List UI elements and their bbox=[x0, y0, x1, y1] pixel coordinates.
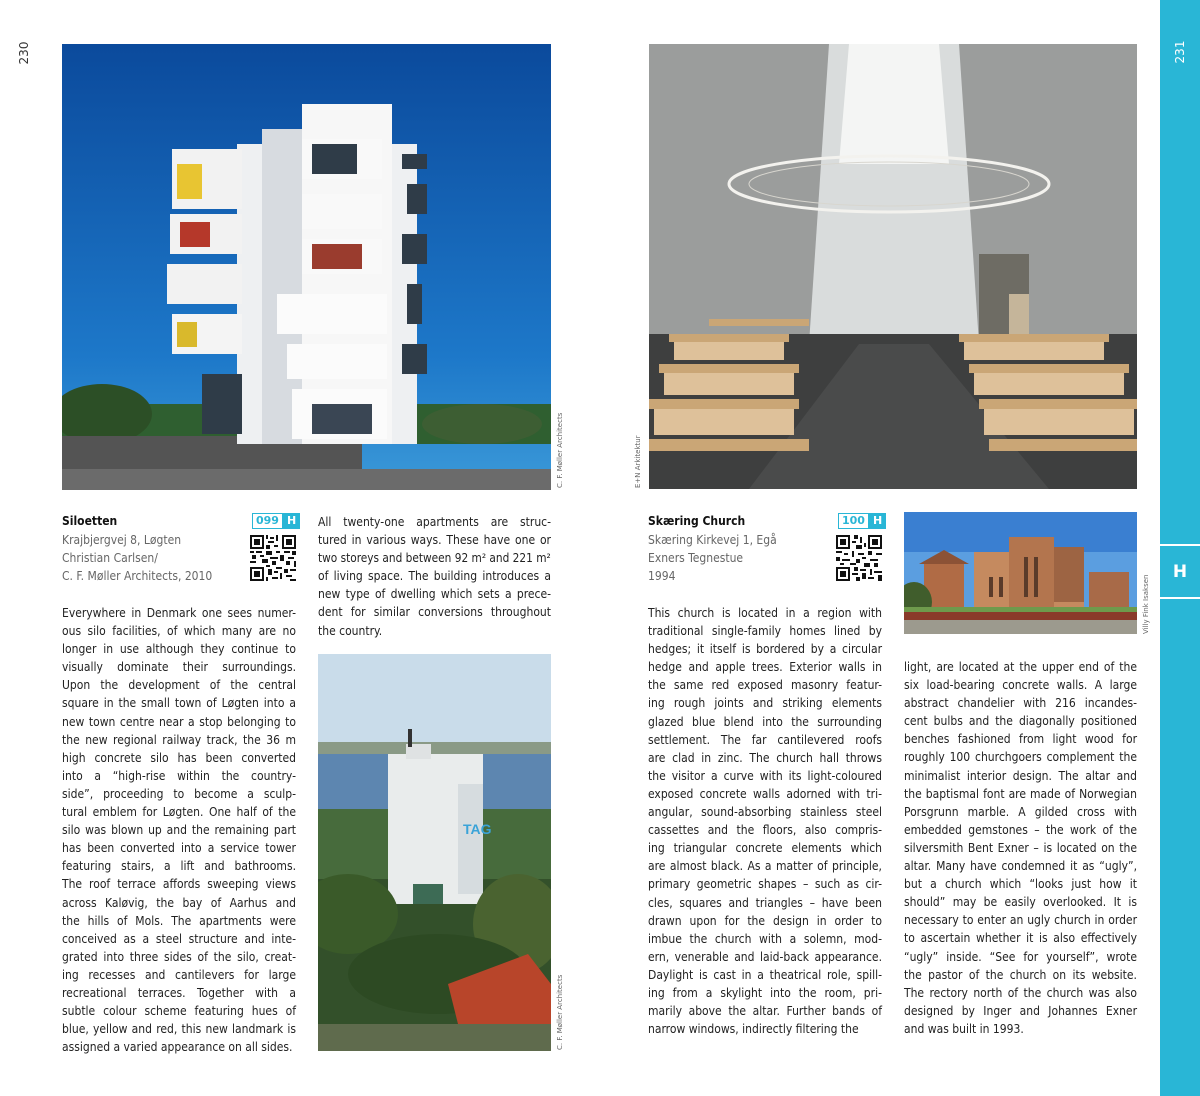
body-text-line: traditional single-family homes lined by bbox=[648, 624, 882, 639]
body-text-line: abstract chandelier with 216 incandes- bbox=[904, 696, 1137, 711]
body-text-line: necessary to enter an ugly church in order bbox=[904, 913, 1137, 928]
photo-credit-main: C. F. Møller Architects bbox=[556, 412, 564, 488]
body-text-line: cent bulbs and the diagonally positioned bbox=[904, 714, 1137, 729]
badge-letter: H bbox=[283, 513, 300, 529]
page-number-right: 231 bbox=[1173, 40, 1187, 64]
body-text-line: new type of dwelling which sets a prece- bbox=[318, 587, 551, 602]
entry-address: Krajbjergvej 8, Løgten bbox=[62, 533, 182, 547]
body-text-line: The roof terrace affords sweeping views bbox=[62, 877, 296, 892]
body-text-line: but a church which “looks just how it bbox=[904, 877, 1137, 892]
body-text-line: the visitor a curve with its light-coloured bbox=[648, 768, 882, 783]
body-text-line: are almost black. As a matter of principle, bbox=[648, 859, 882, 874]
body-text-line: primary geometric shapes – such as cir- bbox=[648, 877, 882, 892]
body-text-line: Daylight is cast in a theatrical role, spill- bbox=[648, 967, 882, 982]
body-text-line: longer in use although they continue to bbox=[62, 642, 296, 657]
body-text-line: has been converted into a service tower bbox=[62, 841, 296, 856]
body-text-line: the hills of Mols. The apartments were bbox=[62, 913, 296, 928]
entry-number-badge bbox=[252, 513, 300, 529]
body-text-line: angular, sound-absorbing stainless steel bbox=[648, 805, 882, 820]
qr-code-icon[interactable] bbox=[250, 535, 296, 581]
body-text-line: ing recesses and cantilevers for large bbox=[62, 967, 296, 982]
body-text-line: embedded gemstones – the work of the bbox=[904, 822, 1137, 837]
body-text-line: high concrete silo has been converted bbox=[62, 750, 296, 765]
body-text-line: square in the small town of Løgten into a bbox=[62, 696, 296, 711]
entry-year: 1994 bbox=[648, 569, 676, 583]
body-text-line: roughly 100 churchgoers complement the bbox=[904, 750, 1137, 765]
entry-title-skaering-church: Skæring Church bbox=[648, 514, 746, 528]
entry-number-badge bbox=[838, 513, 886, 529]
body-text-line: ing triangular concrete elements which bbox=[648, 841, 882, 856]
body-text-line: silversmith Bent Exner – is located on the bbox=[904, 840, 1137, 855]
body-text-line: altar. Many have condemned it as “ugly”, bbox=[904, 859, 1137, 874]
body-text-line: ous silo facilities, of which many are no bbox=[62, 624, 296, 639]
body-text-left-col1 bbox=[62, 604, 296, 1056]
body-text-line: new town centre near a stop belonging to bbox=[62, 714, 296, 729]
body-text-line: assigned a varied appearance on all sides. bbox=[62, 1040, 293, 1055]
body-text-line: Porsgrunn marble. A gilded cross with bbox=[904, 804, 1137, 819]
body-text-line: designed by Inger and Johannes Exner bbox=[904, 1003, 1137, 1018]
body-text-line: ing from a skylight into the room, pri- bbox=[648, 985, 882, 1000]
body-text-line: light, are located at the upper end of the bbox=[904, 660, 1137, 674]
body-text-line: drawn upon for the design in order to bbox=[648, 913, 882, 928]
photo-silo-landscape bbox=[318, 654, 551, 1051]
body-text-line: marily above the altar. Further bands of bbox=[648, 1004, 882, 1019]
body-text-line: the pastor of the church on its website. bbox=[904, 967, 1137, 982]
body-text-line: across Kaløvig, the bay of Aarhus and bbox=[62, 895, 296, 910]
badge-number: 099 bbox=[252, 513, 283, 529]
body-text-line: subtle colour scheme featuring hues of bbox=[62, 1004, 296, 1019]
badge-letter: H bbox=[869, 513, 886, 529]
body-text-line: ing rough joints and striking elements bbox=[648, 696, 882, 711]
qr-code-icon[interactable] bbox=[836, 535, 882, 581]
body-text-right-col2 bbox=[904, 658, 1137, 1038]
body-text-line: tured in various ways. These have one or bbox=[318, 533, 551, 548]
body-text-line: hedges; it itself is bordered by a circular bbox=[648, 642, 882, 657]
body-text-line: recreational terraces. Together with a bbox=[62, 985, 296, 1000]
body-text-line: cles, squares and triangles – have been bbox=[648, 895, 882, 910]
body-text-line: imbue the church with a solemn, mod- bbox=[648, 931, 882, 946]
silo-sign-text: TAG bbox=[463, 821, 492, 837]
body-text-line: featuring stairs, a lift and bathrooms. bbox=[62, 859, 296, 874]
photo-church-interior bbox=[649, 44, 1137, 489]
body-text-line: This church is located in a region with bbox=[648, 606, 882, 620]
body-text-line: blue, yellow and red, this new landmark is bbox=[62, 1022, 296, 1037]
entry-address: Skæring Kirkevej 1, Egå bbox=[648, 533, 777, 547]
body-text-line: six load-bearing concrete walls. A large bbox=[904, 678, 1137, 693]
photo-credit-interior: E+N Arkitektur bbox=[634, 435, 642, 488]
body-text-line: Upon the development of the central bbox=[62, 678, 296, 693]
body-text-line: into a “high-rise within the country- bbox=[62, 768, 296, 783]
body-text-line: settlement. The far cantilevered roofs bbox=[648, 732, 882, 747]
body-text-line: exposed concrete walls adorned with tri- bbox=[648, 786, 882, 801]
photo-church-exterior bbox=[904, 512, 1137, 634]
body-text-line: minimalist interior design. The altar and bbox=[904, 768, 1137, 783]
body-text-line: hedge and apple trees. Exterior walls in bbox=[648, 660, 882, 675]
body-text-line: grated into three sides of the silo, creat- bbox=[62, 949, 296, 964]
body-text-line: to ascertain whether it is also effectively bbox=[904, 931, 1137, 946]
body-text-line: “ugly” inside. “See for yourself”, wrote bbox=[904, 949, 1137, 964]
body-text-line: cassettes and the floors, also compris- bbox=[648, 823, 882, 838]
body-text-line: ern, venerable and laid-back appearance. bbox=[648, 949, 882, 964]
body-text-line: silo was blown up and the remaining part bbox=[62, 823, 296, 838]
section-tab-letter[interactable]: H bbox=[1160, 544, 1200, 599]
body-text-right-col1 bbox=[648, 604, 882, 1038]
page-number-left: 230 bbox=[17, 41, 31, 65]
body-text-left-col2 bbox=[318, 513, 551, 640]
entry-title-siloetten: Siloetten bbox=[62, 514, 118, 528]
body-text-line: and was built in 1993. bbox=[904, 1021, 1024, 1036]
body-text-line: Everywhere in Denmark one sees numer- bbox=[62, 606, 296, 620]
body-text-line: are clad in zinc. The church hall throws bbox=[648, 750, 882, 765]
body-text-line: the same red exposed masonry featur- bbox=[648, 678, 882, 693]
body-text-line: The rectory north of the church was also bbox=[904, 985, 1137, 1000]
body-text-line: should” may be easily overlooked. It is bbox=[904, 895, 1137, 910]
body-text-line: the country. bbox=[318, 623, 383, 638]
body-text-line: glazed blue blend into the surrounding bbox=[648, 714, 882, 729]
body-text-line: the new regional railway track, the 36 m bbox=[62, 732, 296, 747]
body-text-line: All twenty-one apartments are struc- bbox=[318, 515, 551, 529]
body-text-line: dent for similar conversions throughout bbox=[318, 605, 551, 620]
body-text-line: tural emblem for Løgten. One half of the bbox=[62, 805, 296, 820]
entry-architect-year: C. F. Møller Architects, 2010 bbox=[62, 569, 213, 583]
body-text-line: visually dominate their surroundings. bbox=[62, 660, 296, 675]
body-text-line: side”, proceeding to become a sculp- bbox=[62, 786, 296, 801]
body-text-line: of living space. The building introduces a bbox=[318, 569, 551, 584]
photo-credit-silo: C. F. Møller Architects bbox=[556, 974, 564, 1050]
body-text-line: conceived as a steel structure and inte- bbox=[62, 931, 296, 946]
entry-architect: Christian Carlsen/ bbox=[62, 551, 158, 565]
body-text-line: narrow windows, indirectly filtering the bbox=[648, 1022, 859, 1037]
photo-credit-exterior: Villy Fink Isaksen bbox=[1142, 574, 1150, 634]
entry-architect: Exners Tegnestue bbox=[648, 551, 744, 565]
photo-siloetten-tower bbox=[62, 44, 551, 490]
body-text-line: benches fashioned from light wood for bbox=[904, 732, 1137, 747]
badge-number: 100 bbox=[838, 513, 869, 529]
body-text-line: the baptismal font are made of Norwegian bbox=[904, 786, 1137, 801]
body-text-line: two storeys and between 92 m² and 221 m² bbox=[318, 551, 551, 566]
